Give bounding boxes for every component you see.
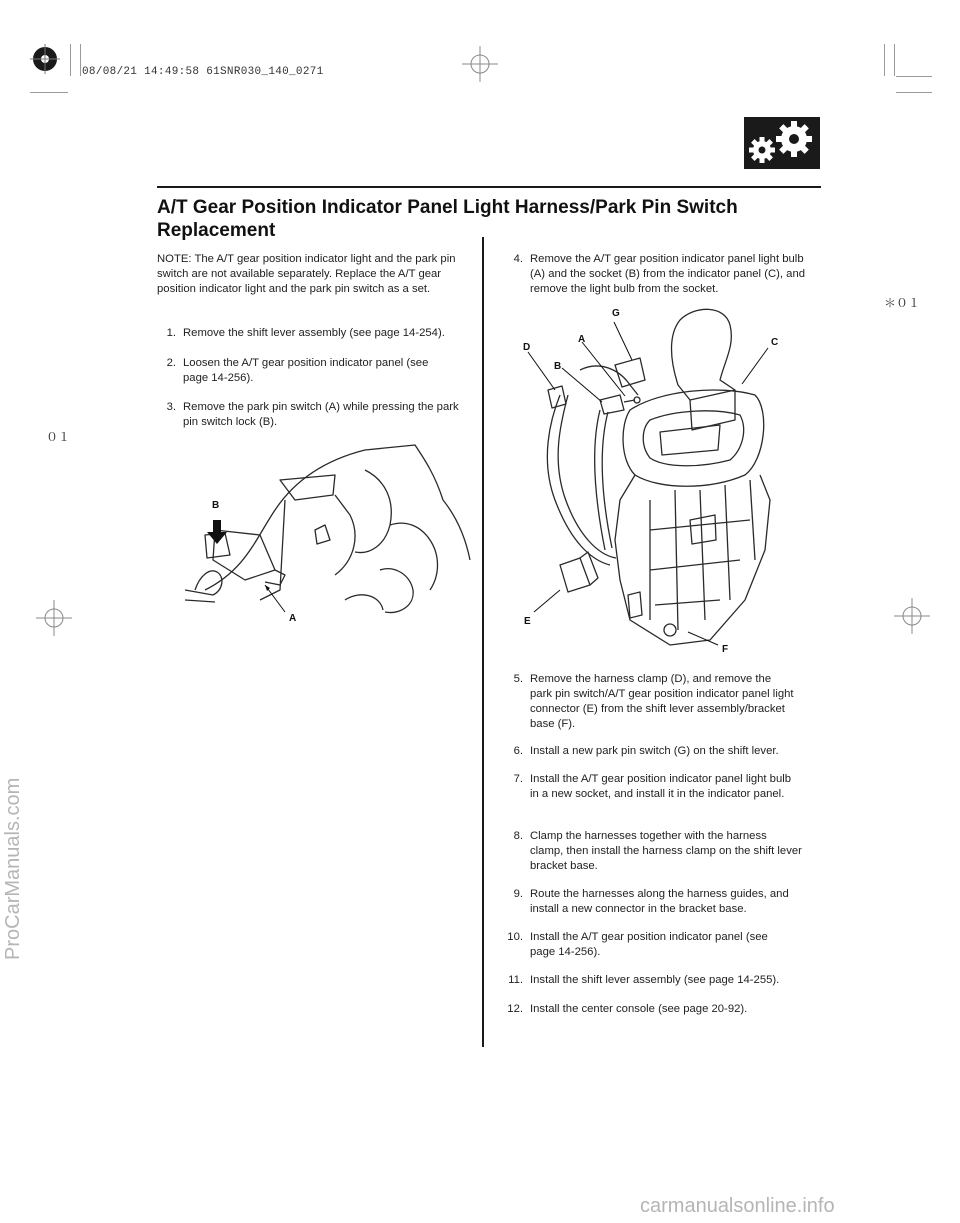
gears-icon — [744, 117, 820, 169]
step-number: 11. — [508, 974, 523, 986]
step-number: 4. — [513, 253, 523, 265]
step-text: Loosen the A/T gear position indicator panel (see page 14-256). — [183, 357, 429, 384]
callout-b: B — [212, 500, 220, 511]
step-text: Route the harnesses along the harness guides, and install a new connector in the bracket base. — [530, 888, 789, 915]
step-text: Remove the A/T gear position indicator panel light bulb (A) and the socket (B) from the indicator panel (C), and remove the light bulb from the socket. — [530, 253, 806, 295]
callout-f: F — [722, 644, 729, 655]
registration-target-icon — [30, 44, 60, 74]
callout-a: A — [578, 334, 586, 345]
step-text: Install the center console (see page 20-92). — [530, 1003, 748, 1015]
callout-a: A — [289, 613, 297, 624]
callout-e: E — [524, 616, 531, 627]
callout-g: G — [612, 308, 620, 319]
column-divider — [482, 237, 484, 1047]
title-rule — [157, 186, 821, 188]
page-title: A/T Gear Position Indicator Panel Light Harness/Park Pin Switch Replacement — [157, 197, 738, 241]
side-code-left: ０１ — [46, 431, 71, 445]
step-text: Remove the shift lever assembly (see page 14-254). — [183, 327, 445, 339]
watermark-bottom: carmanualsonline.info — [640, 1195, 835, 1217]
crosshair-icon — [894, 598, 930, 634]
step-text: Install the shift lever assembly (see page 14-255). — [530, 974, 780, 986]
crosshair-icon — [462, 46, 498, 82]
step-number: 8. — [513, 830, 523, 842]
section-logo — [744, 117, 820, 169]
step-number: 12. — [507, 1003, 523, 1015]
watermark-left: ProCarManuals.com — [2, 777, 24, 960]
step-text: Install the A/T gear position indicator panel (see page 14-256). — [530, 931, 768, 958]
step-number: 9. — [513, 888, 523, 900]
step-number: 5. — [513, 673, 523, 685]
step-number: 6. — [513, 745, 523, 757]
step-number: 2. — [166, 357, 176, 369]
note-text: NOTE: The A/T gear position indicator light and the park pin switch are not available separately. Replace the A/T gear position indicator light and the park pin switch as a set. — [157, 253, 456, 295]
side-code-right: ＊０１ — [884, 297, 921, 311]
callout-b: B — [554, 361, 562, 372]
crosshair-icon — [36, 600, 72, 636]
shift-lever-figure — [520, 300, 800, 660]
callout-d: D — [523, 342, 531, 353]
park-pin-switch-figure — [185, 440, 475, 630]
step-number: 3. — [166, 401, 176, 413]
step-text: Remove the harness clamp (D), and remove the park pin switch/A/T gear position indicator panel light connector (E) from the shift lever assembly/bracket base (F). — [530, 673, 794, 730]
print-timestamp: 08/08/21 14:49:58 61SNR030_140_0271 — [82, 66, 324, 78]
callout-c: C — [771, 337, 779, 348]
step-text: Install the A/T gear position indicator panel light bulb in a new socket, and install it in the indicator panel. — [530, 773, 792, 800]
step-text: Remove the park pin switch (A) while pressing the park pin switch lock (B). — [183, 401, 459, 428]
step-number: 7. — [513, 773, 523, 785]
step-number: 10. — [507, 931, 523, 943]
step-number: 1. — [166, 327, 176, 339]
step-text: Install a new park pin switch (G) on the shift lever. — [530, 745, 779, 757]
step-text: Clamp the harnesses together with the harness clamp, then install the harness clamp on the shift lever bracket base. — [530, 830, 802, 872]
